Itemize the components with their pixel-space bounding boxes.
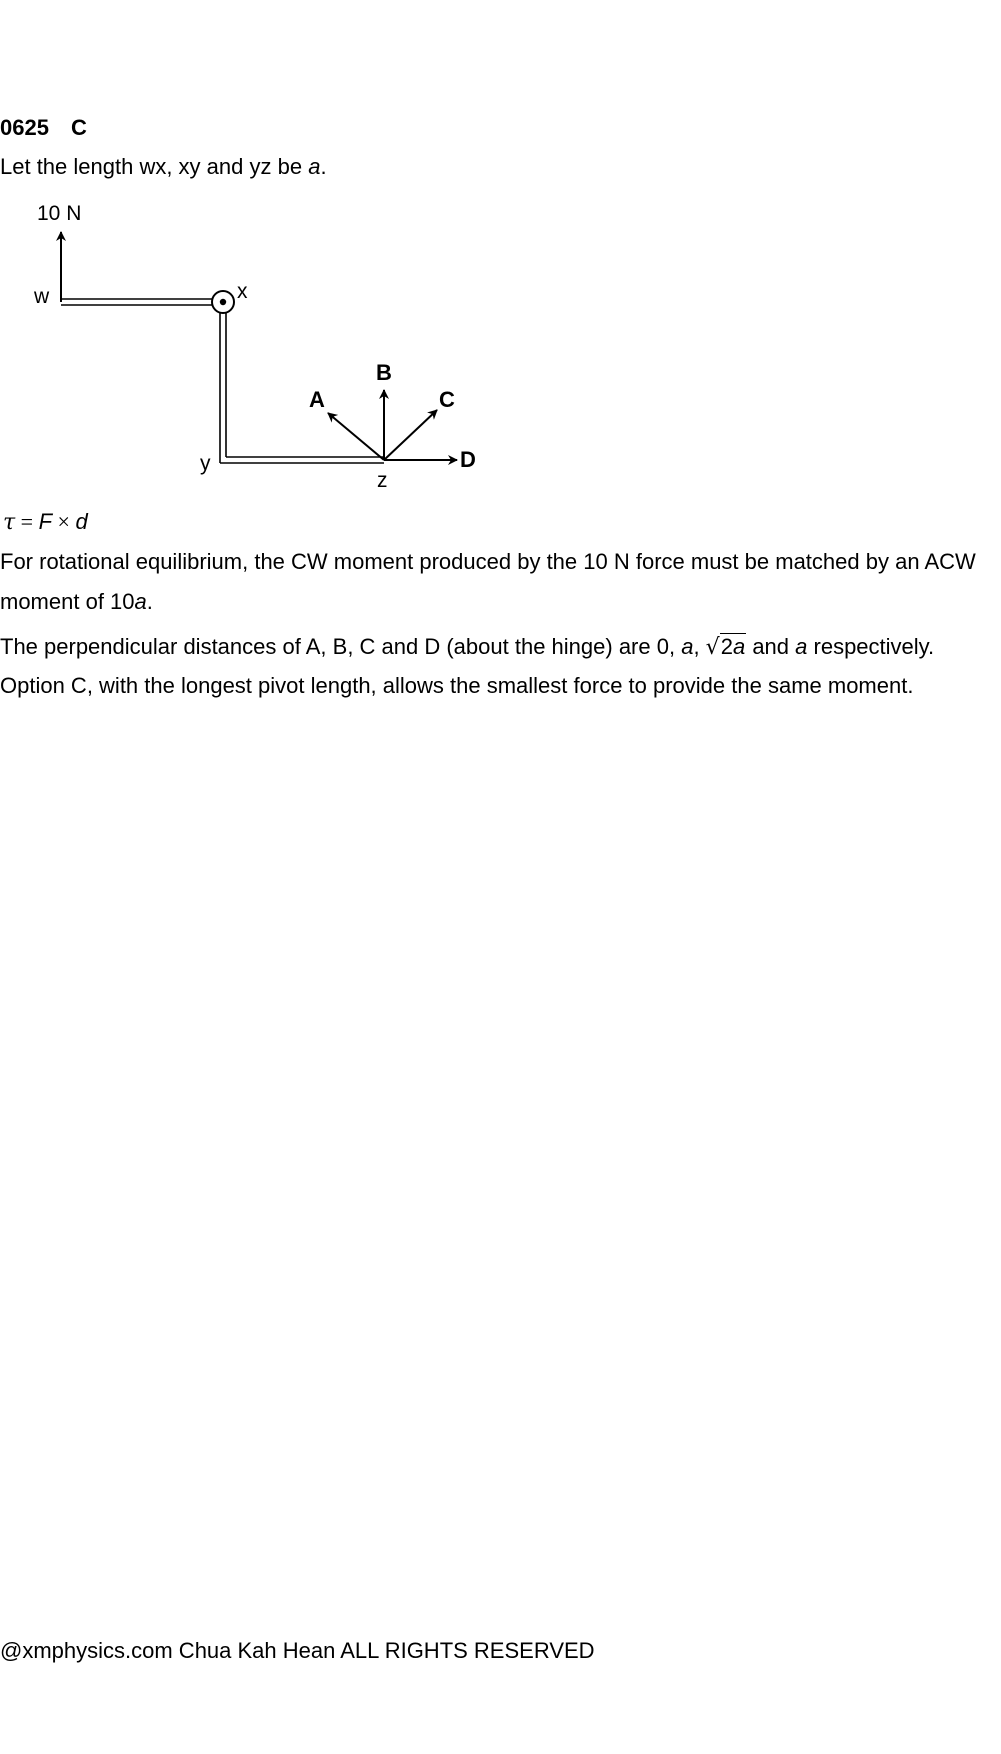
copyright-footer: @xmphysics.com Chua Kah Hean ALL RIGHTS RESERVED: [0, 1638, 595, 1663]
intro-variable: a: [308, 154, 321, 179]
sqrt-number: 2: [720, 634, 733, 659]
point-z-label: z: [377, 469, 388, 492]
paragraph1-line2-suffix: .: [146, 589, 153, 614]
paragraph2-var-a2: a: [795, 634, 808, 659]
force-10n-label: 10 N: [37, 202, 82, 225]
arrow-option-c: [384, 410, 437, 460]
intro-prefix: Let the length wx, xy and yz be: [0, 154, 309, 179]
formula-d: d: [75, 509, 88, 534]
formula-tau: τ: [3, 510, 16, 535]
paragraph3: Option C, with the longest pivot length, allows the smallest force to provide the same moment.: [0, 673, 914, 698]
point-y-label: y: [200, 452, 211, 475]
formula-equals: =: [15, 509, 39, 534]
paragraph1-line2-prefix: moment of 10: [0, 589, 135, 614]
paragraph2-text1: The perpendicular distances of A, B, C and D (about the hinge) are 0,: [0, 634, 682, 659]
answer-letter: C: [70, 115, 87, 140]
option-b-label: B: [376, 360, 392, 385]
option-a-label: A: [309, 387, 325, 412]
arrow-option-a: [328, 413, 384, 460]
paragraph1-line1: For rotational equilibrium, the CW moment produced by the 10 N force must be matched by an ACW: [0, 549, 976, 574]
option-d-label: D: [460, 447, 476, 472]
sqrt-variable: a: [732, 634, 746, 659]
formula-f: F: [38, 509, 53, 534]
paragraph2-var-a1: a: [681, 634, 694, 659]
paragraph1-line2-var: a: [134, 589, 147, 614]
paragraph1-line2: [0, 588, 153, 616]
intro-suffix: .: [320, 154, 327, 179]
formula-times: ×: [52, 509, 76, 534]
torque-formula: [3, 508, 88, 537]
intro-line: [0, 153, 327, 181]
paragraph2-text2: and: [746, 634, 796, 659]
sqrt-symbol: √: [705, 635, 720, 660]
sqrt-expression: [706, 633, 747, 662]
pivot-dot: [220, 299, 226, 305]
question-header: [0, 114, 87, 142]
paragraph2-comma: ,: [693, 634, 706, 659]
point-x-label: x: [237, 280, 248, 303]
point-w-label: w: [34, 285, 50, 308]
sqrt-radicand: [720, 633, 747, 659]
question-number: 0625: [0, 115, 49, 140]
option-c-label: C: [439, 387, 455, 412]
lever-diagram: [0, 195, 500, 495]
paragraph2: [0, 633, 934, 662]
paragraph2-text3: respectively.: [807, 634, 935, 659]
